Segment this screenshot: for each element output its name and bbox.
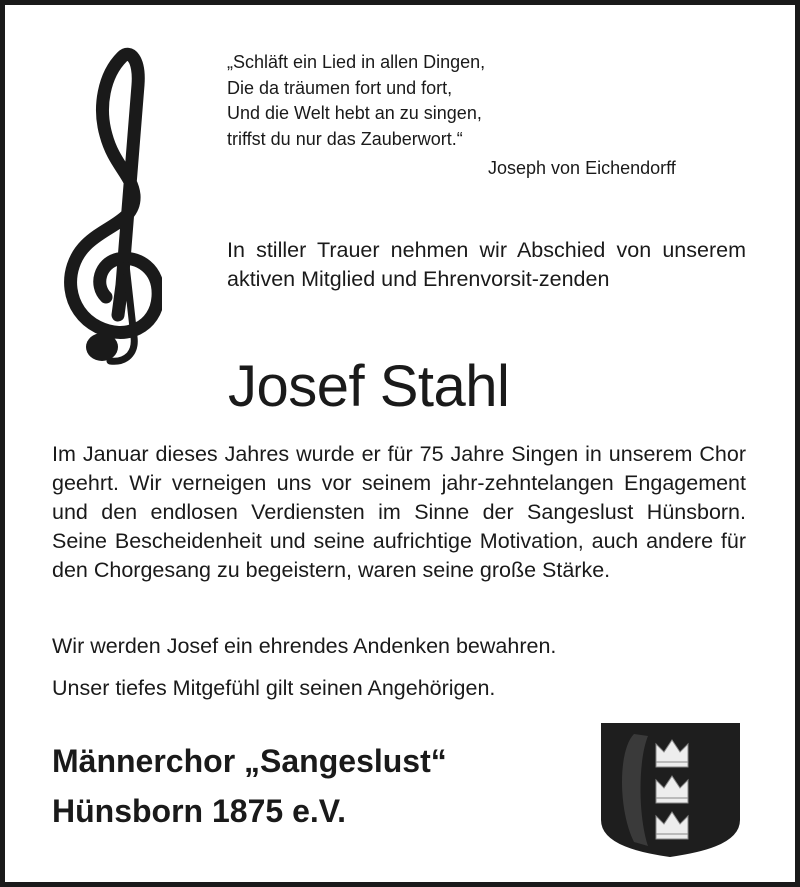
poem-quote <box>227 50 787 152</box>
choir-name: Männerchor „Sangeslust“ <box>52 743 447 779</box>
coat-of-arms-icon <box>598 720 743 860</box>
treble-clef-icon <box>52 45 162 365</box>
quote-line: triffst du nur das Zauberwort.“ <box>227 128 463 149</box>
mourning-intro: In stiller Trauer nehmen wir Abschied von unserem aktiven Mitglied und Ehrenvorsit-zenden <box>227 238 746 291</box>
remembrance-line: Wir werden Josef ein ehrendes Andenken bewahren. <box>52 634 557 658</box>
choir-location: Hünsborn 1875 e.V. <box>52 793 347 829</box>
quote-line: Und die Welt hebt an zu singen, <box>227 103 482 123</box>
deceased-name: Josef Stahl <box>228 354 510 419</box>
quote-author: Joseph von Eichendorff <box>488 158 676 178</box>
tribute-paragraph: Im Januar dieses Jahres wurde er für 75 Jahre Singen in unserem Chor geehrt. Wir verneigen uns vor seinem jahr-zehntelangen Engagement und den endlosen Verdiensten im Sinne der Sangeslust Hünsborn. Seine Bescheidenheit und seine aufrichtige Motivation, auch andere für den Chorgesang zu begeistern, waren seine große Stärke. <box>52 442 746 582</box>
condolence-line: Unser tiefes Mitgefühl gilt seinen Angehörigen. <box>52 676 496 700</box>
quote-line: „Schläft ein Lied in allen Dingen, <box>227 52 486 72</box>
quote-line: Die da träumen fort und fort, <box>227 77 453 98</box>
